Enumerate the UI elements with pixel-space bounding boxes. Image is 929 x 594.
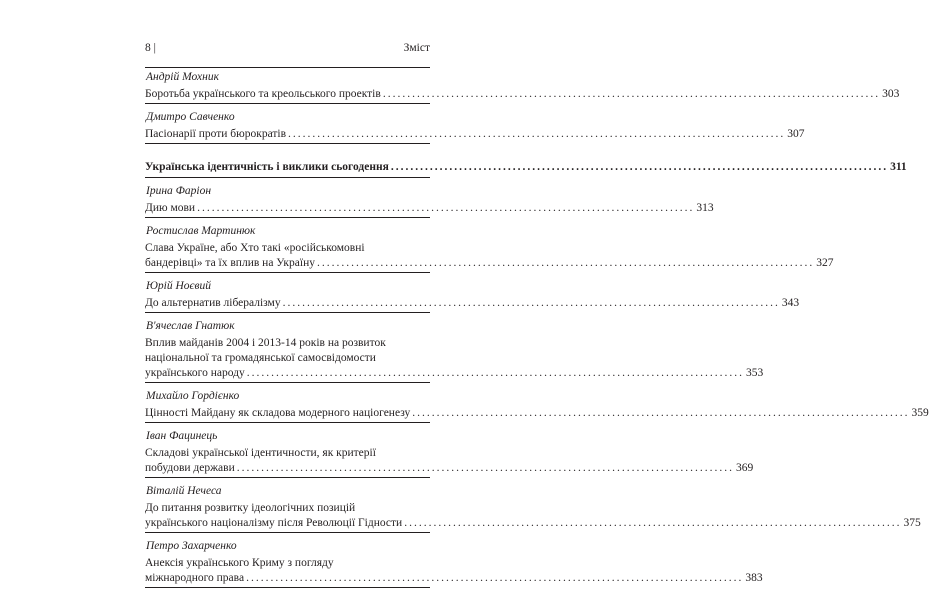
leader-dots: ...................................................................................................... bbox=[282, 297, 780, 309]
section-page: 311 bbox=[890, 161, 907, 173]
entry-title: Дию мови bbox=[145, 202, 196, 214]
entry-author: Віталій Нечеса bbox=[146, 485, 222, 497]
entry-title-line: Анексія українського Криму з погляду bbox=[145, 557, 334, 569]
toc-entry bbox=[145, 389, 929, 423]
leader-dots: ...................................................................................................... bbox=[236, 462, 734, 474]
leader-dots: ...................................................................................................... bbox=[316, 257, 815, 269]
page-number: 8 | bbox=[145, 42, 156, 54]
leader-dots: ...................................................................................................... bbox=[404, 517, 902, 529]
entry-page: 313 bbox=[696, 202, 714, 214]
entry-title-line bbox=[145, 461, 754, 476]
entry-title: Боротьба українського та креольського проектів bbox=[145, 88, 381, 100]
entry-page: 383 bbox=[745, 572, 763, 584]
entry-author: Іван Фацинець bbox=[146, 430, 218, 442]
entry-author: Ростислав Мартинюк bbox=[146, 225, 256, 237]
entry-title: Цінності Майдану як складова модерного націогенезу bbox=[145, 407, 411, 419]
entry-title: міжнародного права bbox=[145, 572, 245, 584]
entry-title-line: Складові української ідентичности, як критерії bbox=[145, 447, 376, 459]
toc-entry bbox=[145, 429, 754, 478]
section-title: Українська ідентичність і виклики сьогодення bbox=[145, 161, 389, 173]
toc-entry bbox=[145, 319, 764, 383]
entry-author: Юрій Ноєвий bbox=[146, 280, 212, 292]
entry-title-line: До питання розвитку ідеологічних позицій bbox=[145, 502, 356, 514]
entry-title-line bbox=[145, 516, 921, 531]
running-head: Зміст bbox=[403, 42, 430, 54]
entry-page: 375 bbox=[903, 517, 921, 529]
section-heading-block bbox=[145, 150, 907, 178]
entry-title: До альтернатив лібералізму bbox=[145, 297, 281, 309]
leader-dots: ...................................................................................................... bbox=[382, 88, 881, 100]
toc-entry bbox=[145, 67, 900, 104]
toc-entry bbox=[145, 110, 805, 144]
entry-title-line bbox=[145, 127, 805, 142]
entry-title-line: Слава Україне, або Хто такі «російськомовні bbox=[145, 242, 365, 254]
entry-author: Петро Захарченко bbox=[146, 540, 237, 552]
page-header bbox=[145, 42, 430, 58]
leader-dots: ...................................................................................................... bbox=[197, 202, 695, 214]
entry-title-line bbox=[145, 87, 900, 102]
entry-title: українського народу bbox=[145, 367, 245, 379]
entry-page: 343 bbox=[781, 297, 800, 309]
entry-title: українського націоналізму після Революції Гідности bbox=[145, 517, 403, 529]
leader-dots: ...................................................................................................... bbox=[288, 128, 786, 140]
entry-author: Ірина Фаріон bbox=[146, 185, 212, 197]
toc-list bbox=[145, 67, 929, 594]
toc-entry bbox=[145, 279, 800, 313]
entry-title-line bbox=[145, 256, 834, 271]
entry-title-line: Вплив майданів 2004 і 2013-14 років на розвиток bbox=[145, 337, 386, 349]
toc-entry bbox=[145, 484, 921, 533]
entry-author: Дмитро Савченко bbox=[146, 111, 235, 123]
entry-page: 369 bbox=[736, 462, 754, 474]
entry-title-line: національної та громадянської самосвідомости bbox=[145, 352, 376, 364]
entry-author: Андрій Мохник bbox=[146, 71, 219, 83]
entry-page: 353 bbox=[745, 367, 764, 379]
entry-author: В'ячеслав Гнатюк bbox=[146, 320, 235, 332]
toc-entry bbox=[145, 184, 714, 218]
entry-title: побудови держави bbox=[145, 462, 235, 474]
toc-entry bbox=[145, 539, 763, 588]
entry-title-line bbox=[145, 366, 764, 381]
leader-dots: ...................................................................................................... bbox=[412, 407, 910, 419]
entry-author: Михайло Гордієнко bbox=[146, 390, 240, 402]
entry-title: бандерівці» та їх вплив на Україну bbox=[145, 257, 315, 269]
entry-page: 303 bbox=[882, 88, 900, 100]
entry-title-line bbox=[145, 406, 929, 421]
entry-page: 307 bbox=[787, 128, 805, 140]
leader-dots: ...................................................................................................... bbox=[246, 367, 744, 379]
entry-title: Пасіонарії проти бюрократів bbox=[145, 128, 287, 140]
entry-title-line bbox=[145, 201, 714, 216]
entry-page: 327 bbox=[816, 257, 834, 269]
leader-dots: ...................................................................................................... bbox=[246, 572, 744, 584]
leader-dots: ...................................................................................................... bbox=[390, 161, 889, 173]
entry-title-line bbox=[145, 296, 800, 311]
entry-title-line bbox=[145, 571, 763, 586]
toc-entry bbox=[145, 224, 834, 273]
entry-page: 359 bbox=[911, 407, 929, 419]
section-heading bbox=[145, 160, 907, 175]
